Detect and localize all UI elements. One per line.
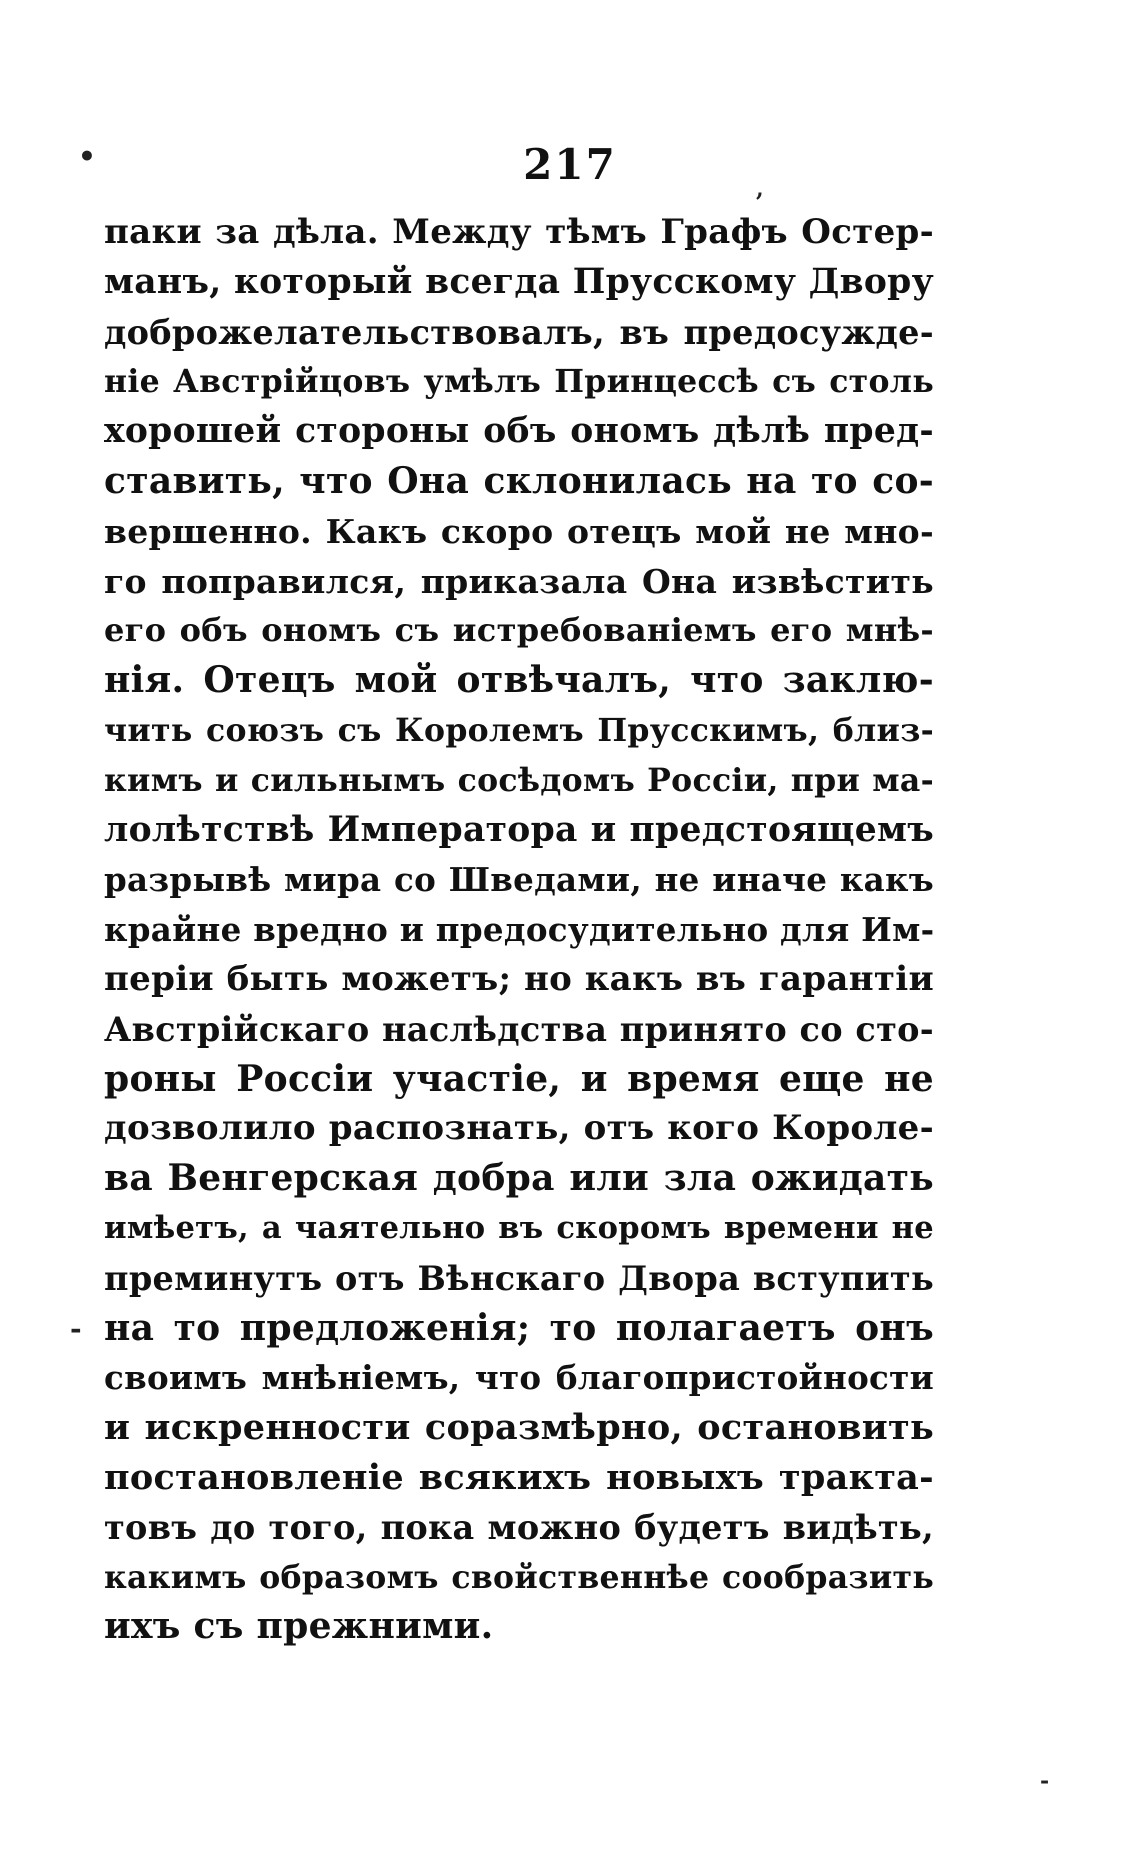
text-line: вершенно. Какъ скоро отецъ мой не мно- bbox=[104, 511, 934, 551]
text-line: манъ, который всегда Прусскому Двору bbox=[104, 261, 934, 302]
text-line: ихъ съ прежними. bbox=[104, 1605, 494, 1648]
text-line: хорошей стороны объ ономъ дѣлѣ пред- bbox=[104, 411, 934, 452]
text-line: лолѣтствѣ Императора и предстоящемъ bbox=[104, 809, 934, 850]
text-line: паки за дѣла. Между тѣмъ Графъ Остер- bbox=[104, 212, 934, 252]
text-line: ставить, что Она склонилась на то со- bbox=[104, 459, 934, 502]
ink-speck: - bbox=[70, 1312, 82, 1345]
text-line: Австрійскаго наслѣдства принято со сто- bbox=[104, 1009, 934, 1049]
text-line: на то предложенія; то полагаетъ онъ bbox=[104, 1306, 934, 1349]
ink-speck: • bbox=[78, 140, 96, 173]
text-line: и искренности соразмѣрно, остановить bbox=[104, 1407, 934, 1449]
text-line: нія. Отецъ мой отвѣчалъ, что заклю- bbox=[104, 659, 934, 702]
text-line: дозволило распознать, отъ кого Короле- bbox=[104, 1108, 934, 1149]
text-line: чить союзъ съ Королемъ Прусскимъ, близ- bbox=[104, 711, 934, 749]
text-line: періи быть можетъ; но какъ въ гарантіи bbox=[104, 958, 934, 999]
text-line: разрывѣ мира со Шведами, не иначе какъ bbox=[104, 860, 934, 900]
text-line: преминутъ отъ Вѣнскаго Двора вступить bbox=[104, 1258, 934, 1298]
text-line: доброжелательствовалъ, въ предосужде- bbox=[104, 312, 934, 352]
text-line: постановленіе всякихъ новыхъ тракта- bbox=[104, 1456, 934, 1498]
text-line: кимъ и сильнымъ сосѣдомъ Россіи, при ма- bbox=[104, 761, 934, 799]
text-line: его объ ономъ съ истребованіемъ его мнѣ- bbox=[104, 611, 934, 650]
text-line: крайне вредно и предосудительно для Им- bbox=[104, 910, 935, 950]
text-line: роны Россіи участіе, и время еще не bbox=[104, 1057, 934, 1100]
ink-speck: - bbox=[1040, 1768, 1050, 1794]
text-line: имѣетъ, а чаятельно въ скоромъ времени не bbox=[104, 1209, 934, 1246]
text-line: товъ до того, пока можно будетъ видѣть, bbox=[104, 1507, 934, 1547]
text-line: ніе Австрійцовъ умѣлъ Принцессѣ съ столь bbox=[104, 363, 934, 401]
text-line: ва Венгерская добра или зла ожидать bbox=[104, 1157, 934, 1200]
page-number: 217 bbox=[523, 140, 617, 189]
text-line: своимъ мнѣніемъ, что благопристойности bbox=[104, 1358, 934, 1398]
ink-speck: , bbox=[756, 176, 764, 202]
body-text bbox=[104, 208, 934, 1652]
text-line: го поправился, приказала Она извѣстить bbox=[104, 561, 934, 601]
text-line: какимъ образомъ свойственнѣе сообразить bbox=[104, 1558, 934, 1596]
